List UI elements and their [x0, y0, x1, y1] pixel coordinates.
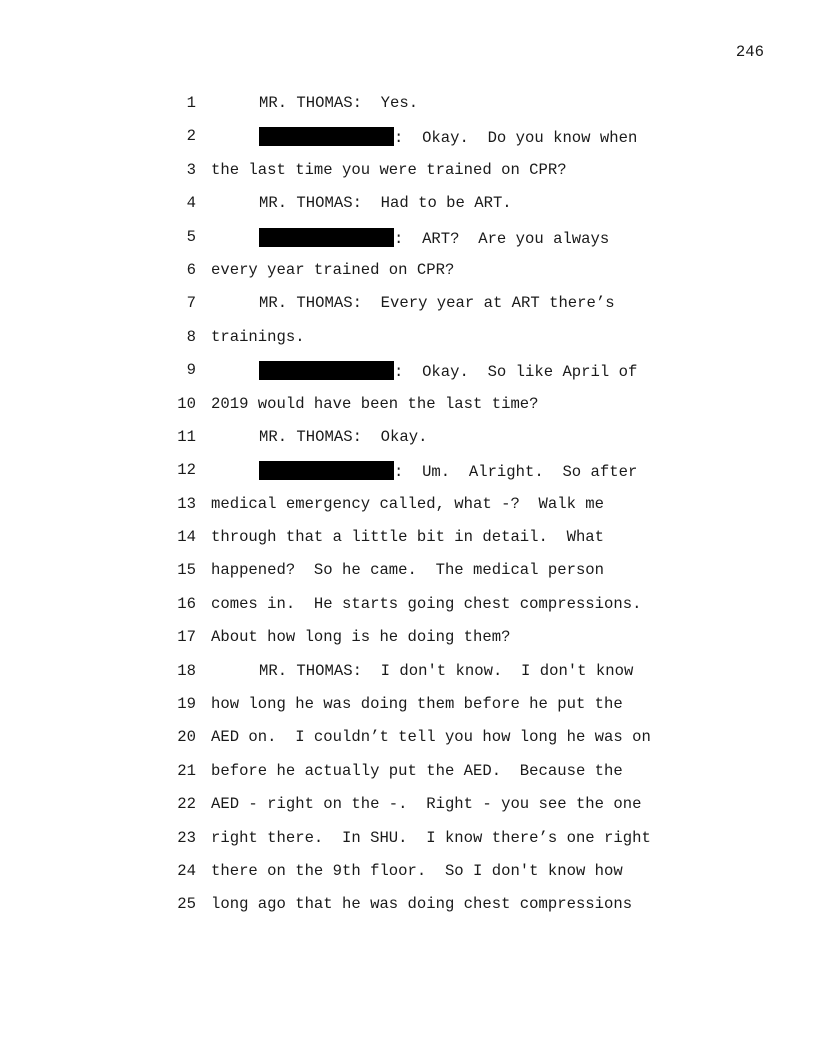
redacted-speaker-name	[259, 461, 394, 480]
line-text: AED - right on the -. Right - you see the one	[211, 795, 642, 814]
redacted-speaker-name	[259, 127, 394, 146]
line-content	[211, 261, 454, 279]
line-text: comes in. He starts going chest compressions.	[211, 594, 642, 613]
transcript-line	[0, 595, 816, 628]
line-text: About how long is he doing them?	[211, 628, 511, 647]
line-text: there on the 9th floor. So I don't know how	[211, 861, 623, 880]
transcript-line	[0, 662, 816, 695]
transcript-line	[0, 428, 816, 461]
line-number: 1	[186, 94, 196, 112]
line-text: MR. THOMAS: Yes.	[259, 94, 419, 112]
line-number: 10	[177, 394, 196, 413]
line-content	[259, 228, 609, 248]
transcript-line	[0, 628, 816, 661]
line-number: 22	[177, 795, 196, 814]
transcript-line	[0, 194, 816, 227]
line-content	[211, 728, 651, 746]
line-number: 9	[186, 361, 196, 380]
line-number: 12	[177, 461, 196, 480]
line-text: : Okay. So like April of	[394, 363, 638, 382]
line-text: MR. THOMAS: I don't know. I don't know	[259, 661, 634, 680]
line-content	[211, 795, 641, 813]
line-number: 13	[177, 494, 196, 513]
line-text: MR. THOMAS: Had to be ART.	[259, 194, 512, 213]
line-content	[259, 662, 633, 680]
line-text: long ago that he was doing chest compressions	[211, 895, 633, 914]
line-content	[211, 161, 567, 179]
line-text: : Okay. Do you know when	[394, 129, 638, 148]
line-text: MR. THOMAS: Okay.	[259, 427, 428, 446]
transcript-line	[0, 795, 816, 828]
transcript-line	[0, 261, 816, 294]
line-text: MR. THOMAS: Every year at ART there’s	[259, 294, 615, 313]
line-content	[259, 127, 637, 147]
transcript-line	[0, 728, 816, 761]
line-number: 17	[177, 628, 196, 647]
line-content	[211, 528, 604, 546]
transcript-line	[0, 862, 816, 895]
line-content	[211, 561, 604, 579]
transcript-line	[0, 328, 816, 361]
line-text: AED on. I couldn’t tell you how long he was on	[211, 728, 651, 747]
redacted-speaker-name	[259, 228, 394, 247]
line-number: 19	[177, 695, 196, 714]
line-content	[211, 762, 623, 780]
line-text: right there. In SHU. I know there’s one right	[211, 828, 651, 847]
line-text: trainings.	[211, 327, 305, 346]
line-text: every year trained on CPR?	[211, 260, 455, 279]
transcript-line	[0, 895, 816, 928]
redacted-speaker-name	[259, 361, 394, 380]
line-number: 2	[186, 127, 196, 146]
line-text: medical emergency called, what -? Walk me	[211, 494, 605, 513]
line-number: 24	[177, 861, 196, 880]
line-content	[211, 628, 510, 646]
line-text: happened? So he came. The medical person	[211, 561, 605, 580]
line-text: how long he was doing them before he put the	[211, 695, 623, 714]
line-number: 15	[177, 561, 196, 580]
transcript-line	[0, 528, 816, 561]
line-text: through that a little bit in detail. What	[211, 528, 605, 547]
line-text: : ART? Are you always	[394, 229, 610, 248]
line-number: 18	[177, 661, 196, 680]
line-number: 7	[186, 294, 196, 313]
line-number: 14	[177, 528, 196, 547]
line-number: 11	[177, 427, 196, 446]
line-content	[259, 461, 637, 481]
line-content	[259, 361, 637, 381]
transcript-line	[0, 561, 816, 594]
line-text: the last time you were trained on CPR?	[211, 160, 567, 179]
line-content	[259, 428, 427, 446]
transcript-line	[0, 161, 816, 194]
line-number: 20	[177, 728, 196, 747]
transcript-line	[0, 695, 816, 728]
line-text: 2019 would have been the last time?	[211, 394, 539, 413]
transcript-line	[0, 495, 816, 528]
transcript-line	[0, 829, 816, 862]
page-number: 246	[735, 43, 764, 61]
line-number: 8	[186, 327, 196, 346]
line-text: : Um. Alright. So after	[394, 463, 638, 482]
line-number: 21	[177, 761, 196, 780]
transcript-line	[0, 461, 816, 494]
line-text: before he actually put the AED. Because the	[211, 761, 623, 780]
transcript-line	[0, 762, 816, 795]
line-number: 16	[177, 594, 196, 613]
line-number: 25	[177, 895, 196, 914]
line-number: 23	[177, 828, 196, 847]
line-content	[211, 495, 604, 513]
line-content	[211, 895, 632, 913]
transcript-line	[0, 361, 816, 394]
line-content	[211, 829, 651, 847]
line-number: 6	[186, 260, 196, 279]
transcript-line	[0, 127, 816, 160]
line-content	[259, 94, 418, 112]
line-content	[211, 862, 623, 880]
line-number: 5	[186, 227, 196, 246]
line-content	[211, 328, 305, 346]
line-number: 3	[186, 160, 196, 179]
line-content	[211, 595, 641, 613]
transcript-line	[0, 228, 816, 261]
transcript-line	[0, 294, 816, 327]
line-content	[259, 294, 615, 312]
transcript-lines	[0, 94, 816, 929]
line-content	[211, 695, 623, 713]
line-content	[259, 194, 512, 212]
line-content	[211, 395, 539, 413]
transcript-line	[0, 395, 816, 428]
transcript-line	[0, 94, 816, 127]
line-number: 4	[186, 194, 196, 213]
